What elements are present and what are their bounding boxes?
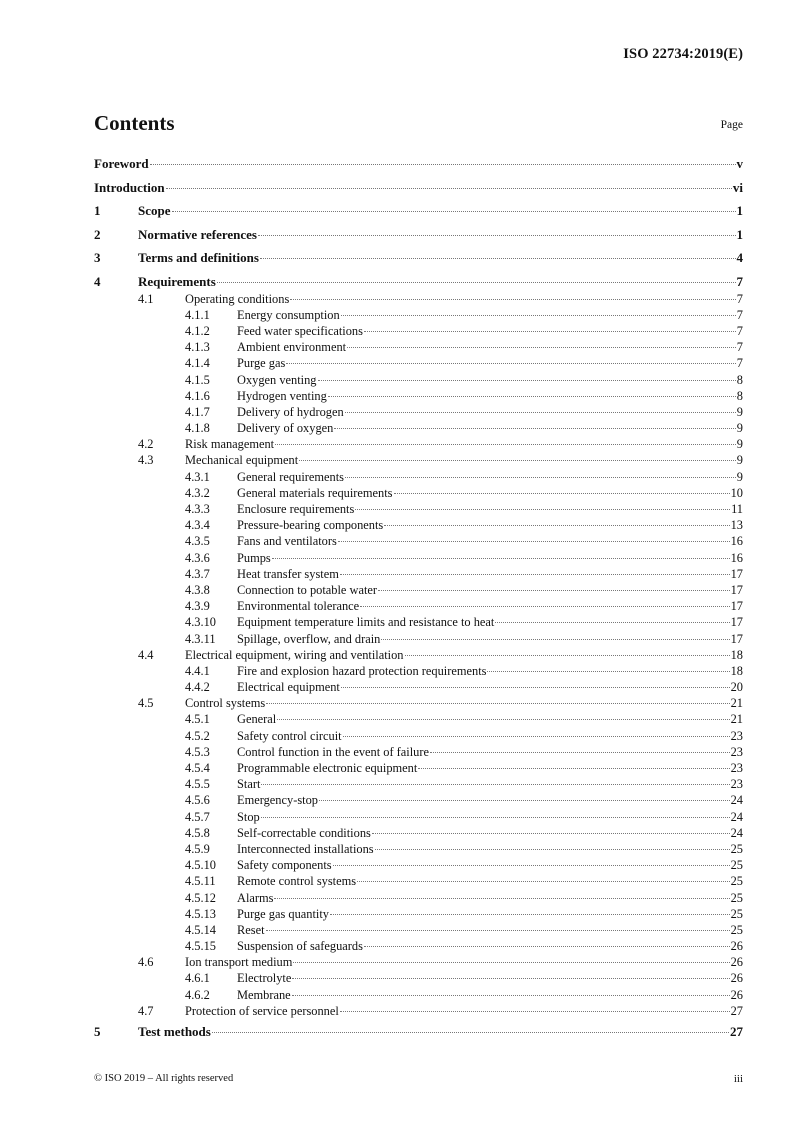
toc-entry-page[interactable]: 1 [736,203,743,219]
toc-entry-label[interactable]: Energy consumption [237,307,340,322]
toc-entry-number: 4 [94,273,101,289]
toc-entry[interactable] [94,858,743,874]
toc-entry[interactable] [94,203,743,227]
toc-entry-label[interactable]: Alarms [237,890,274,905]
toc-entry-page[interactable]: 10 [730,485,743,500]
dot-leader [364,946,730,947]
toc-entry-page[interactable]: 18 [730,663,743,678]
toc-entry-number: 4.3.8 [185,582,210,597]
dot-leader [277,719,729,720]
toc-entry[interactable] [94,250,743,274]
toc-entry-page[interactable]: 13 [730,518,743,533]
dot-leader [430,752,730,753]
dot-leader [274,898,729,899]
dot-leader [261,784,729,785]
toc-entry-label[interactable]: Spillage, overflow, and drain [237,631,381,646]
toc-entry-label[interactable]: Control function in the event of failure [237,744,430,759]
toc-entry[interactable] [94,551,743,567]
dot-leader [330,914,730,915]
toc-entry-page[interactable]: 20 [730,680,743,695]
toc-entry[interactable] [94,988,743,1004]
toc-entry-number: 4.5.9 [185,841,210,856]
toc-entry-number: 4.1.6 [185,388,210,403]
toc-entry-label[interactable]: Fire and explosion hazard protection requirements [237,663,487,678]
toc-entry[interactable] [94,891,743,907]
toc-entry-label[interactable]: Suspension of safeguards [237,939,363,954]
dot-leader [355,509,730,510]
dot-leader [375,849,730,850]
page-number-footer: iii [733,1073,743,1085]
toc-entry-number: 3 [94,250,101,266]
toc-entry-label[interactable]: Self-correctable conditions [237,825,371,840]
dot-leader [286,363,735,364]
toc-entry-label[interactable]: Risk management [185,437,275,452]
toc-entry-number: 1 [94,203,101,219]
dot-leader [212,1032,729,1033]
toc-entry[interactable] [94,826,743,842]
toc-entry-number: 4.3.2 [185,485,210,500]
toc-entry-label[interactable]: Electrical equipment, wiring and ventilation [185,647,404,662]
page-column-label: Page [720,119,743,131]
dot-leader [345,412,736,413]
dot-leader [150,164,736,165]
toc-entry[interactable] [94,308,743,324]
toc-entry-page[interactable]: 26 [730,955,743,970]
toc-entry-number: 4.2 [138,437,154,452]
dot-leader [258,235,736,236]
toc-entry-label[interactable]: Connection to potable water [237,582,378,597]
toc-entry-label[interactable]: Requirements [138,273,216,289]
dot-leader [292,995,730,996]
toc-entry-label[interactable]: Purge gas quantity [237,906,330,921]
toc-entry-number: 4.5.1 [185,712,210,727]
toc-entry-label[interactable]: Environmental tolerance [237,599,360,614]
toc-entry-page[interactable]: 23 [730,777,743,792]
toc-entry-page[interactable]: 4 [736,250,743,266]
dot-leader [347,347,736,348]
dot-leader [334,428,735,429]
dot-leader [318,380,736,381]
toc-entry-label[interactable]: Purge gas [237,356,286,371]
dot-leader [266,930,730,931]
toc-entry[interactable] [94,324,743,340]
toc-entry[interactable] [94,632,743,648]
toc-entry-label[interactable]: Start [237,777,261,792]
toc-entry-page[interactable]: 7 [736,356,743,371]
toc-entry[interactable] [94,793,743,809]
toc-entry[interactable] [94,486,743,502]
toc-entry-page[interactable]: 25 [730,841,743,856]
toc-entry[interactable] [94,810,743,826]
toc-entry-page[interactable]: 7 [736,307,743,322]
document-id-header: ISO 22734:2019(E) [623,46,743,62]
toc-entry-label[interactable]: General requirements [237,469,344,484]
toc-entry-page[interactable]: 9 [736,453,743,468]
toc-entry[interactable] [94,180,743,204]
toc-entry-page[interactable]: 21 [730,696,743,711]
toc-entry-label[interactable]: Oxygen venting [237,372,317,387]
toc-entry-page[interactable]: 25 [730,858,743,873]
toc-entry-page[interactable]: v [736,156,743,171]
toc-entry-number: 4.5.3 [185,744,210,759]
toc-entry[interactable] [94,971,743,987]
toc-entry-number: 4.5.15 [185,939,216,954]
toc-entry-page[interactable]: 11 [731,502,743,516]
toc-entry-page[interactable]: 16 [730,550,743,565]
toc-entry-label[interactable]: General materials requirements [237,485,393,500]
toc-entry-page[interactable]: vi [732,179,743,195]
toc-entry[interactable] [94,156,743,180]
dot-leader [319,800,730,801]
toc-entry-number: 4.7 [138,1003,154,1018]
toc-entry-number: 4.3.4 [185,518,210,533]
toc-entry-number: 4.5.11 [185,874,216,889]
dot-leader [345,477,736,478]
toc-entry-page[interactable]: 17 [730,615,743,630]
toc-entry[interactable] [94,599,743,615]
toc-entry-number: 4.3 [138,453,154,468]
toc-entry[interactable] [94,389,743,405]
toc-entry[interactable] [94,502,743,518]
toc-entry[interactable] [94,453,743,469]
toc-entry-page[interactable]: 25 [730,874,743,889]
dot-leader [364,331,736,332]
dot-leader [290,299,736,300]
toc-entry-number: 4.1.4 [185,356,210,371]
toc-entry-label[interactable]: Delivery of hydrogen [237,404,344,419]
dot-leader [372,833,730,834]
toc-entry-label[interactable]: Equipment temperature limits and resistance to heat [237,615,495,630]
toc-entry-number: 4.6.1 [185,971,210,986]
toc-entry-page[interactable]: 26 [730,987,743,1002]
toc-entry-number: 4.3.1 [185,469,210,484]
dot-leader [394,493,730,494]
toc-entry-label[interactable]: Foreword [94,156,149,171]
dot-leader [333,865,730,866]
toc-entry-number: 4.1 [138,291,154,306]
dot-leader [338,541,730,542]
toc-entry-label[interactable]: Scope [138,203,171,219]
dot-leader [272,558,730,559]
toc-entry-number: 4.3.6 [185,550,210,565]
toc-entry-number: 4.3.9 [185,599,210,614]
dot-leader [261,817,730,818]
toc-entry-number: 4.4 [138,647,154,662]
toc-entry[interactable] [94,373,743,389]
toc-entry[interactable] [94,534,743,550]
toc-entry-label[interactable]: Membrane [237,987,291,1002]
toc-entry[interactable] [94,939,743,955]
dot-leader [341,687,730,688]
toc-entry-page[interactable]: 18 [730,647,743,662]
toc-entry-number: 4.5.2 [185,728,210,743]
toc-entry[interactable] [94,648,743,664]
toc-entry-number: 4.1.1 [185,307,210,322]
toc-entry-number: 4.1.7 [185,404,210,419]
toc-entry-number: 4.5.12 [185,890,216,905]
toc-entry-label[interactable]: Electrical equipment [237,680,340,695]
toc-entry-label[interactable]: Enclosure requirements [237,502,355,516]
toc-entry[interactable] [94,292,743,308]
toc-entry-page[interactable]: 23 [730,744,743,759]
toc-entry-page[interactable]: 8 [736,372,743,387]
toc-entry-label[interactable]: Safety control circuit [237,728,342,743]
toc-entry-page[interactable]: 8 [736,388,743,403]
toc-entry[interactable] [94,761,743,777]
toc-entry-page[interactable]: 9 [736,437,743,452]
toc-entry-page[interactable]: 23 [730,761,743,775]
toc-entry-number: 5 [94,1024,101,1039]
toc-entry[interactable] [94,1004,743,1020]
dot-leader [292,978,729,979]
toc-entry-page[interactable]: 25 [730,906,743,921]
toc-entry-number: 4.5.4 [185,761,210,775]
toc-entry[interactable] [94,907,743,923]
toc-entry[interactable] [94,923,743,939]
toc-entry-label[interactable]: Control systems [185,696,266,711]
toc-entry-page[interactable]: 23 [730,728,743,743]
dot-leader [266,703,729,704]
dot-leader [275,444,736,445]
toc-entry-page[interactable]: 9 [736,404,743,419]
toc-entry-page[interactable]: 1 [736,226,743,242]
toc-entry-label[interactable]: Feed water specifications [237,323,363,338]
toc-entry-label[interactable]: Delivery of oxygen [237,421,334,436]
toc-entry-page[interactable]: 7 [736,273,743,289]
toc-entry-number: 4.5.13 [185,906,216,921]
toc-entry-number: 4.1.5 [185,372,210,387]
toc-entry-page[interactable]: 26 [730,939,743,954]
dot-leader [487,671,729,672]
toc-entry[interactable] [94,696,743,712]
toc-entry-label[interactable]: Pumps [237,550,271,565]
toc-entry-label[interactable]: Hydrogen venting [237,388,327,403]
toc-entry-page[interactable]: 17 [730,631,743,646]
dot-leader [340,574,730,575]
toc-entry-page[interactable]: 17 [730,599,743,614]
toc-entry[interactable] [94,437,743,453]
dot-leader [378,590,730,591]
toc-entry-page[interactable]: 27 [730,1003,743,1018]
toc-entry[interactable] [94,356,743,372]
dot-leader [260,258,736,259]
toc-entry[interactable] [94,227,743,251]
toc-entry-number: 2 [94,226,101,242]
toc-entry[interactable] [94,567,743,583]
toc-entry-page[interactable]: 9 [736,421,743,436]
toc-entry-page[interactable]: 27 [730,1024,743,1039]
dot-leader [381,639,729,640]
toc-entry-label[interactable]: Fans and ventilators [237,534,337,549]
toc-entry-label[interactable]: General [237,712,277,727]
dot-leader [217,282,736,283]
toc-entry-number: 4.3.11 [185,631,216,646]
toc-entry[interactable] [94,664,743,680]
toc-entry-label[interactable]: Interconnected installations [237,841,374,856]
toc-entry-label[interactable]: Pressure-bearing components [237,518,384,533]
toc-entry-page[interactable]: 21 [730,712,743,727]
dot-leader [340,1011,730,1012]
dot-leader [166,188,732,189]
dot-leader [384,525,729,526]
toc-entry[interactable] [94,955,743,971]
toc-entry-page[interactable]: 25 [730,890,743,905]
toc-entry[interactable] [94,518,743,534]
toc-entry-page[interactable]: 24 [730,793,743,808]
toc-entry-label[interactable]: Electrolyte [237,971,292,986]
toc-entry-number: 4.5.10 [185,858,216,873]
toc-entry[interactable] [94,680,743,696]
toc-entry-label[interactable]: Heat transfer system [237,566,339,581]
toc-entry-number: 4.4.1 [185,663,210,678]
toc-entry-page[interactable]: 7 [736,291,743,306]
toc-entry-number: 4.5.14 [185,922,216,937]
toc-entry-number: 4.3.5 [185,534,210,549]
toc-entry-label[interactable]: Programmable electronic equipment [237,761,418,775]
toc-entry-number: 4.1.2 [185,323,210,338]
table-of-contents [94,156,743,1048]
toc-entry-label[interactable]: Ion transport medium [185,955,293,970]
toc-entry-page[interactable]: 17 [730,582,743,597]
toc-entry[interactable] [94,777,743,793]
toc-entry[interactable] [94,729,743,745]
dot-leader [328,396,736,397]
toc-entry[interactable] [94,405,743,421]
toc-entry-number: 4.3.3 [185,502,210,516]
dot-leader [360,606,729,607]
toc-entry-number: 4.1.3 [185,340,210,355]
toc-entry-label[interactable]: Emergency-stop [237,793,318,808]
toc-entry-page[interactable]: 26 [730,971,743,986]
dot-leader [405,655,730,656]
toc-entry[interactable] [94,615,743,631]
toc-entry[interactable] [94,1024,743,1048]
toc-entry-number: 4.1.8 [185,421,210,436]
toc-entry[interactable] [94,745,743,761]
toc-entry-label[interactable]: Remote control systems [237,874,357,889]
toc-entry-number: 4.5.7 [185,809,210,824]
page-title: Contents [94,111,175,135]
toc-entry[interactable] [94,421,743,437]
toc-entry-page[interactable]: 24 [730,809,743,824]
toc-entry-number: 4.3.7 [185,566,210,581]
toc-entry-page[interactable]: 17 [730,566,743,581]
toc-entry-page[interactable]: 16 [730,534,743,549]
toc-entry-page[interactable]: 25 [730,922,743,937]
toc-entry[interactable] [94,842,743,858]
toc-entry[interactable] [94,340,743,356]
toc-entry-number: 4.3.10 [185,615,216,630]
dot-leader [495,622,729,623]
toc-entry-label[interactable]: Mechanical equipment [185,453,299,468]
dot-leader [341,315,736,316]
dot-leader [299,460,736,461]
toc-entry-number: 4.6 [138,955,154,970]
toc-entry-number: 4.5 [138,696,154,711]
toc-entry-number: 4.5.8 [185,825,210,840]
toc-entry-number: 4.5.6 [185,793,210,808]
toc-entry-page[interactable]: 7 [736,340,743,355]
dot-leader [357,881,730,882]
toc-entry-label[interactable]: Terms and definitions [138,250,259,266]
toc-entry-label[interactable]: Introduction [94,179,165,195]
toc-entry-page[interactable]: 9 [736,469,743,484]
copyright-footer: © ISO 2019 – All rights reserved [94,1073,234,1084]
dot-leader [293,962,729,963]
toc-entry-page[interactable]: 24 [730,825,743,840]
toc-entry[interactable] [94,470,743,486]
dot-leader [418,768,729,769]
toc-entry-number: 4.5.5 [185,777,210,792]
dot-leader [172,211,736,212]
toc-entry-number: 4.6.2 [185,987,210,1002]
toc-entry-number: 4.4.2 [185,680,210,695]
toc-entry-label[interactable]: Protection of service personnel [185,1003,339,1018]
toc-entry-label[interactable]: Test methods [138,1024,211,1039]
toc-entry-label[interactable]: Operating conditions [185,291,290,306]
toc-entry-label[interactable]: Normative references [138,226,257,242]
toc-entry[interactable] [94,712,743,728]
dot-leader [343,736,730,737]
toc-entry[interactable] [94,583,743,599]
toc-entry[interactable] [94,874,743,890]
toc-entry-label[interactable]: Safety components [237,858,332,873]
toc-entry-label[interactable]: Ambient environment [237,340,347,355]
toc-entry-label[interactable]: Reset [237,922,265,937]
toc-entry-label[interactable]: Stop [237,809,260,824]
toc-entry-page[interactable]: 7 [736,323,743,338]
